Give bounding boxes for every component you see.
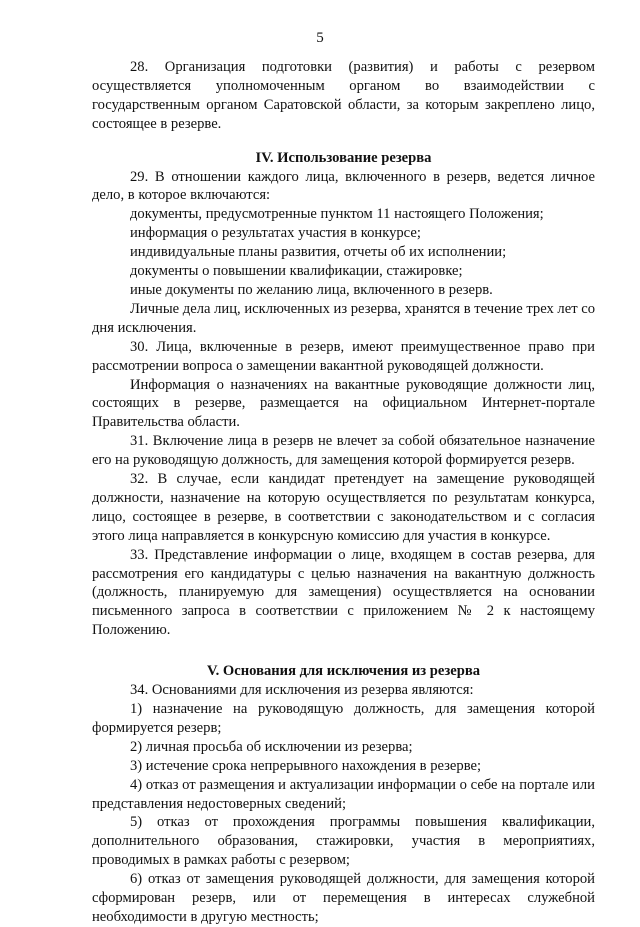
- list-item: иные документы по желанию лица, включенного в резерв.: [130, 281, 493, 298]
- page-number: 5: [316, 30, 324, 46]
- document-body: [92, 58, 595, 927]
- list-item: 4) отказ от размещения и актуализации информации о себе на портале или представления недостоверных сведений;: [92, 776, 595, 812]
- list-item: документы, предусмотренные пунктом 11 настоящего Положения;: [130, 206, 544, 223]
- paragraph-31: 31. Включение лица в резерв не влечет за собой обязательное назначение его на руководящую должность, для замещения которой формируется резерв.: [92, 433, 595, 469]
- list-item: 3) истечение срока непрерывного нахождения в резерве;: [130, 757, 482, 774]
- paragraph-34: 34. Основаниями для исключения из резерва являются:: [130, 682, 474, 699]
- paragraph-30: 30. Лица, включенные в резерв, имеют преимущественное право при рассмотрении вопроса о замещении вакантной руководящей должности.: [92, 338, 595, 374]
- spacer: [92, 134, 595, 149]
- section-5-heading: V. Основания для исключения из резерва: [206, 663, 481, 680]
- list-item: информация о результатах участия в конкурсе;: [130, 225, 421, 242]
- section-4-heading: IV. Использование резерва: [255, 149, 432, 166]
- list-item: 1) назначение на руководящую должность, для замещения которой формируется резерв;: [92, 701, 595, 736]
- paragraph-29-personal-files: Личные дела лиц, исключенных из резерва, хранятся в течение трех лет со дня исключения.: [92, 300, 595, 336]
- paragraph-32: 32. В случае, если кандидат претендует на замещение руководящей должности, назначение на которую осуществляется по результатам конкурса, лицо, состоящее в резерве, в соответствии с законодательством и с согласия этого лица направляется в конкурсную комиссию для участия в конкурсе.: [92, 471, 595, 544]
- list-item: 5) отказ от прохождения программы повышения квалификации, дополнительного образования, стажировки, участия в мероприятиях, проводимых в рамках работы с резервом;: [92, 814, 595, 869]
- paragraph-29: 29. В отношении каждого лица, включенного в резерв, ведется личное дело, в которое включаются:: [92, 168, 595, 204]
- list-item: 2) личная просьба об исключении из резерва;: [130, 738, 413, 755]
- list-item: документы о повышении квалификации, стажировке;: [130, 263, 463, 280]
- paragraph-33: 33. Представление информации о лице, входящем в состав резерва, для рассмотрения его кандидатуры с целью назначения на вакантную должность (должность, планируемую для замещения) осуществляется на основании письменного запроса в соответствии с приложением № 2 к настоящему Положению.: [92, 546, 595, 639]
- list-item: 6) отказ от замещения руководящей должности, для замещения которой сформирован резерв, или от перемещения в интересах служебной необходимости в другую местность;: [92, 871, 595, 925]
- paragraph-30-info: Информация о назначениях на вакантные руководящие должности лиц, состоящих в резерве, размещается на официальном Интернет-портале Правительства области.: [92, 376, 595, 431]
- paragraph-28: 28. Организация подготовки (развития) и работы с резервом осуществляется уполномоченным органом во взаимодействии с государственным органом Саратовской области, за которым закреплено лицо, состоящее в резерве.: [92, 59, 595, 132]
- spacer: [92, 640, 595, 662]
- list-item: индивидуальные планы развития, отчеты об их исполнении;: [130, 244, 507, 261]
